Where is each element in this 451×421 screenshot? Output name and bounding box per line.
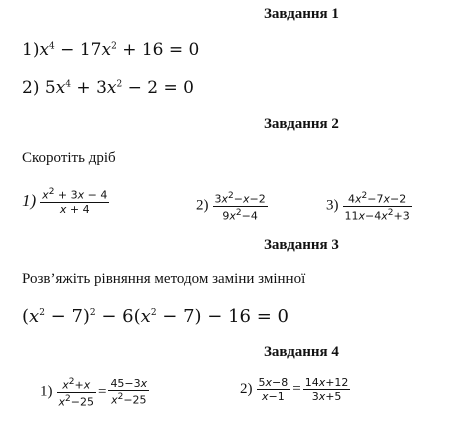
task3-heading: Завдання 3 <box>264 237 339 253</box>
task4-item2-label: 2) <box>240 381 253 397</box>
task2-fraction-2: $\frac{3x^2-x-2}{9x^2-4}$ <box>214 191 266 223</box>
task4-heading: Завдання 4 <box>264 344 339 360</box>
task1-eq1-label: 1) <box>22 40 40 60</box>
task1-equation-2: 2) $5x^4 + 3x^2 - 2 = 0$ <box>22 78 194 98</box>
task4-eq1-left-fraction: $\frac{x^2+x}{x^2-25}$ <box>58 377 94 409</box>
task2-instruction: Скоротіть дріб <box>22 150 116 166</box>
task3-instruction: Розв’яжіть рівняння методом заміни змінної <box>22 271 306 287</box>
task3-equation: $(x^2 - 7)^2 - 6(x^2 - 7) - 16 = 0$ <box>22 306 289 327</box>
task4-item-2: 2) $\frac{5x-8}{x-1}$ = $\frac{14x+12}{3x+5}$ <box>240 376 349 403</box>
task4-eq1-right-fraction: $\frac{45-3x}{x^2-25}$ <box>110 377 148 407</box>
task2-heading: Завдання 2 <box>264 116 339 132</box>
task4-item1-label: 1) <box>40 383 53 400</box>
task2-item1-label: 1) <box>22 190 37 210</box>
task1-eq2-label: 2) <box>22 78 40 98</box>
task2-item2-label: 2) <box>196 197 209 214</box>
task2-item3-label: 3) <box>326 197 339 214</box>
task2-fraction-3: $\frac{4x^2-7x-2}{11x-4x^2+3}$ <box>344 191 410 223</box>
task1-equation-1: $1)x^4 - 17x^2 + 16 = 0$ <box>22 40 200 60</box>
task2-item-2 <box>196 190 268 222</box>
task2-item-3 <box>326 190 412 222</box>
task2-fraction-1: $\frac{x^2 + 3x - 4}{x + 4}$ <box>42 187 108 216</box>
task1-heading: Завдання 1 <box>264 6 339 22</box>
task4-eq2-left-fraction: $\frac{5x-8}{x-1}$ <box>258 376 289 403</box>
task4-item-1: 1) $\frac{x^2+x}{x^2-25}$ = $\frac{45-3x}{x^2-25}$ <box>40 377 148 409</box>
task4-eq2-right-fraction: $\frac{14x+12}{3x+5}$ <box>304 376 349 403</box>
task2-item-1 <box>22 186 109 216</box>
